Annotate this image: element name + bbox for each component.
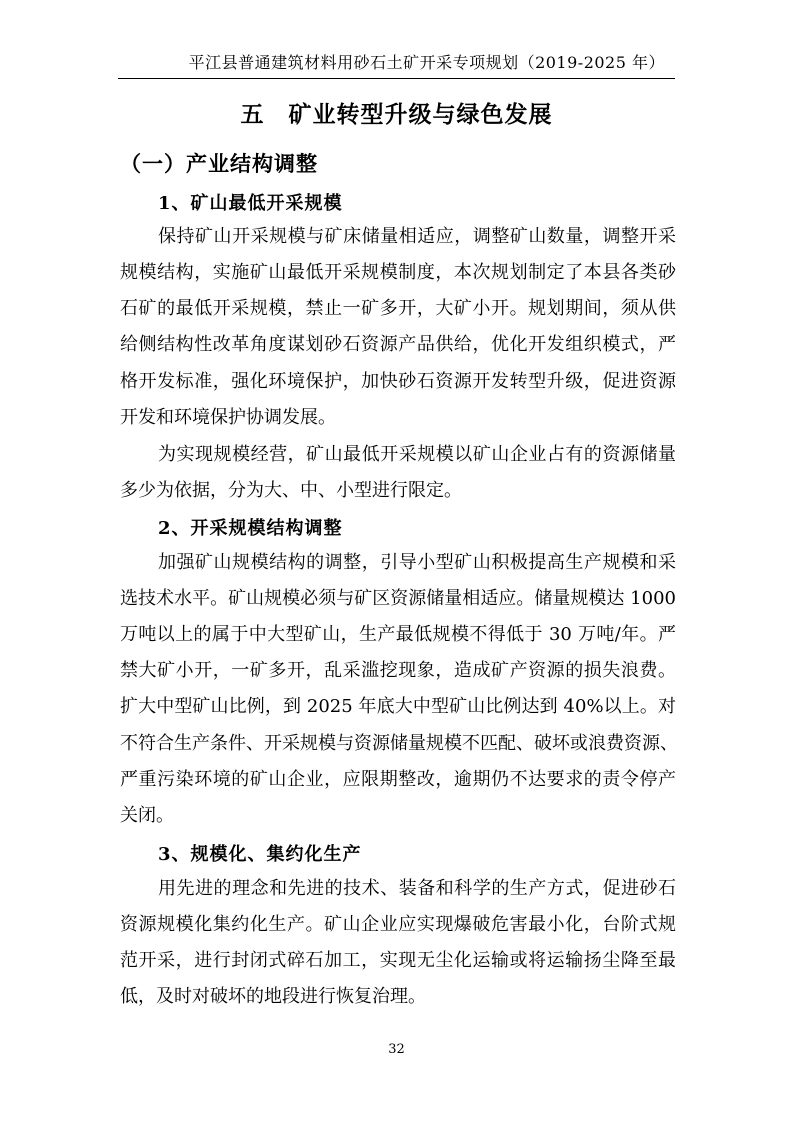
chapter-title-text: 矿业转型升级与绿色发展	[288, 101, 553, 128]
subsection-heading-2: 2、开采规模结构调整	[158, 518, 343, 539]
paragraph-line: 低，及时对破坏的地段进行恢复治理。	[120, 986, 426, 1007]
paragraph-line: 多少为依据，分为大、中、小型进行限定。	[120, 480, 462, 501]
paragraph-line: 严重污染环境的矿山企业，应限期整改，逾期仍不达要求的责令停产	[120, 769, 676, 790]
paragraph-line: 用先进的理念和先进的技术、装备和科学的生产方式，促进砂石	[158, 878, 676, 899]
subsection-heading-3: 3、规模化、集约化生产	[158, 844, 362, 865]
paragraph-line: 加强矿山规模结构的调整，引导小型矿山积极提高生产规模和采	[158, 552, 676, 573]
running-header: 平江县普通建筑材料用砂石土矿开采专项规划（2019-2025 年）	[188, 53, 665, 72]
paragraph-line: 选技术水平。矿山规模必须与矿区资源储量相适应。储量规模达 1000	[120, 588, 676, 609]
paragraph-line: 石矿的最低开采规模，禁止一矿多开，大矿小开。规划期间，须从供	[120, 298, 676, 319]
paragraph-line: 范开采，进行封闭式碎石加工，实现无尘化运输或将运输扬尘降至最	[120, 950, 676, 971]
paragraph-line: 保持矿山开采规模与矿床储量相适应，调整矿山数量，调整开采	[158, 226, 676, 247]
paragraph-line: 为实现规模经营，矿山最低开采规模以矿山企业占有的资源储量	[158, 444, 676, 465]
paragraph-line: 不符合生产条件、开采规模与资源储量规模不匹配、破坏或浪费资源、	[120, 733, 678, 754]
paragraph-line: 格开发标准，强化环境保护，加快砂石资源开发转型升级，促进资源	[120, 371, 676, 392]
chapter-number: 五	[240, 101, 265, 128]
section-heading: （一）产业结构调整	[120, 151, 318, 176]
paragraph-line: 资源规模化集约化生产。矿山企业应实现爆破危害最小化，台阶式规	[120, 914, 676, 935]
header-rule	[118, 78, 675, 79]
page-number: 32	[388, 1042, 405, 1057]
paragraph-line: 规模结构，实施矿山最低开采规模制度，本次规划制定了本县各类砂	[120, 262, 676, 283]
paragraph-line: 扩大中型矿山比例，到 2025 年底大中型矿山比例达到 40%以上。对	[120, 696, 676, 717]
paragraph-line: 开发和环境保护协调发展。	[120, 407, 336, 428]
chapter-title	[120, 96, 673, 129]
paragraph-line: 禁大矿小开，一矿多开，乱采滥挖现象，造成矿产资源的损失浪费。	[120, 660, 676, 681]
subsection-heading-1: 1、矿山最低开采规模	[158, 193, 343, 214]
paragraph-line: 关闭。	[120, 805, 174, 826]
paragraph-line: 万吨以上的属于中大型矿山，生产最低规模不得低于 30 万吨/年。严	[120, 624, 676, 645]
paragraph-line: 给侧结构性改革角度谋划砂石资源产品供给，优化开发组织模式，严	[120, 334, 676, 355]
